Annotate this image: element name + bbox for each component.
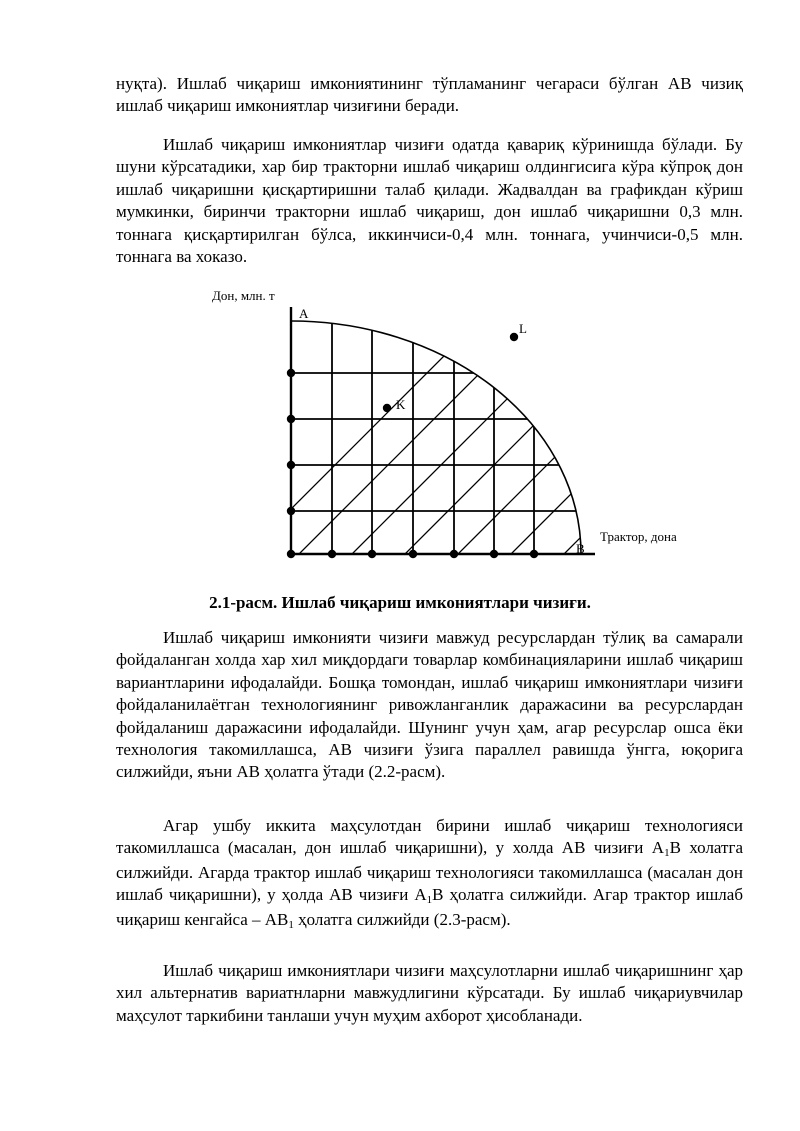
figure-caption: 2.1-расм. Ишлаб чиқариш имкониятлари чизиғи. <box>209 593 591 612</box>
y-axis-label: Дон, млн. т <box>212 288 275 303</box>
paragraph-4-part-4: ҳолатга силжийди (2.3-расм). <box>293 909 511 929</box>
hatch-line <box>558 290 800 560</box>
y-axis-point-4 <box>287 507 295 515</box>
point-a-label: A <box>299 306 309 321</box>
point-b-label: B <box>576 541 585 556</box>
paragraph-3: Ишлаб чиқариш имконияти чизиғи мавжуд ресурслардан тўлиқ ва самарали фойдаланган холда хар хил миқдордаги товарлар комбинацияларини ишлаб чиқариш вариантларини ифодалайди. Бошқа томондан, ишлаб чиқариш имкониятлари чизиғи фойдаланилаётган технологиянинг ривожланганлик даражасини ва ресурслардан фойдаланиш даражасини ифодалайди. Шунинг учун ҳам, агар ресурслар ошса ёки технология такомиллашса, АВ чизиғи ўзига параллел равишда ўнгга, юқорига силжийди, яъни АВ ҳолатга ўтади (2.2-расм). <box>116 628 743 782</box>
x-axis-point-4 <box>450 550 458 558</box>
y-axis-point-1 <box>287 369 295 377</box>
paragraph-4-part-3: В ҳолатга силжийди. Агар трактор ишлаб чиқариш кенгайса – АВ <box>116 885 743 929</box>
paragraph-4 <box>116 815 743 933</box>
point-k-marker <box>383 404 391 412</box>
paragraph-4-part-1: Агар ушбу иккита маҳсулотдан бирини ишлаб чиқариш технологияси такомиллашса (масалан, дон ишлаб чиқаришни), у холда АВ чизиғи А <box>116 816 743 858</box>
origin-point <box>287 550 295 558</box>
y-axis-point-2 <box>287 415 295 423</box>
hatch-line <box>505 290 775 560</box>
hatch-line <box>611 290 800 560</box>
x-axis-point-3 <box>409 550 417 558</box>
subscript-1: 1 <box>664 847 670 860</box>
grid-horizontal <box>291 373 600 511</box>
paragraph-2: Ишлаб чиқариш имкониятлар чизиғи одатда қавариқ кўринишда бўлади. Бу шуни кўрсатадики, хар бир тракторни ишлаб чиқариш олдингисига кўра кўпроқ дон ишлаб чиқаришни қисқартиришни талаб қилади. Жадвалдан ва графикдан кўриш мумкинки, биринчи тракторни ишлаб чиқариш, дон ишлаб чиқаришни 0,3 млн. тоннага қисқартирилган бўлса, иккинчиси-0,4 млн. тоннага, учинчиси-0,5 млн. тоннага ва хоказо. <box>116 135 743 267</box>
paragraph-1: нуқта). Ишлаб чиқариш имкониятининг тўпламанинг чегараси бўлган АВ чизиқ ишлаб чиқариш имкониятлар чизиғини беради. <box>116 74 743 116</box>
grid-vertical <box>332 300 534 554</box>
point-k-label: K <box>396 397 406 412</box>
subscript-3: 1 <box>288 918 294 931</box>
hatch-line <box>452 290 722 560</box>
point-l-marker <box>510 333 518 341</box>
y-axis-point-3 <box>287 461 295 469</box>
subscript-2: 1 <box>426 894 433 907</box>
point-l-label: L <box>519 321 527 336</box>
hatch-line <box>346 290 616 560</box>
x-axis-label: Трактор, дона <box>600 529 677 544</box>
hatch-line <box>664 290 800 560</box>
x-axis-point-5 <box>490 550 498 558</box>
paragraph-5: Ишлаб чиқариш имкониятлари чизиғи маҳсулотларни ишлаб чиқаришнинг ҳар хил альтернатив вариатнларни мавжудлигини кўрсатади. Бу ишлаб чиқариувчилар маҳсулот таркибини танлаши учун муҳим ахборот ҳисобланади. <box>116 961 743 1025</box>
x-axis-point-2 <box>368 550 376 558</box>
x-axis-point-6 <box>530 550 538 558</box>
x-axis-point-1 <box>328 550 336 558</box>
paragraph-4-part-2: В холатга силжийди. Агарда трактор ишлаб чиқариш технологияси такомиллашса (масалан дон ишлаб чиқаришни), у ҳолда АВ чизиғи А <box>116 838 743 905</box>
